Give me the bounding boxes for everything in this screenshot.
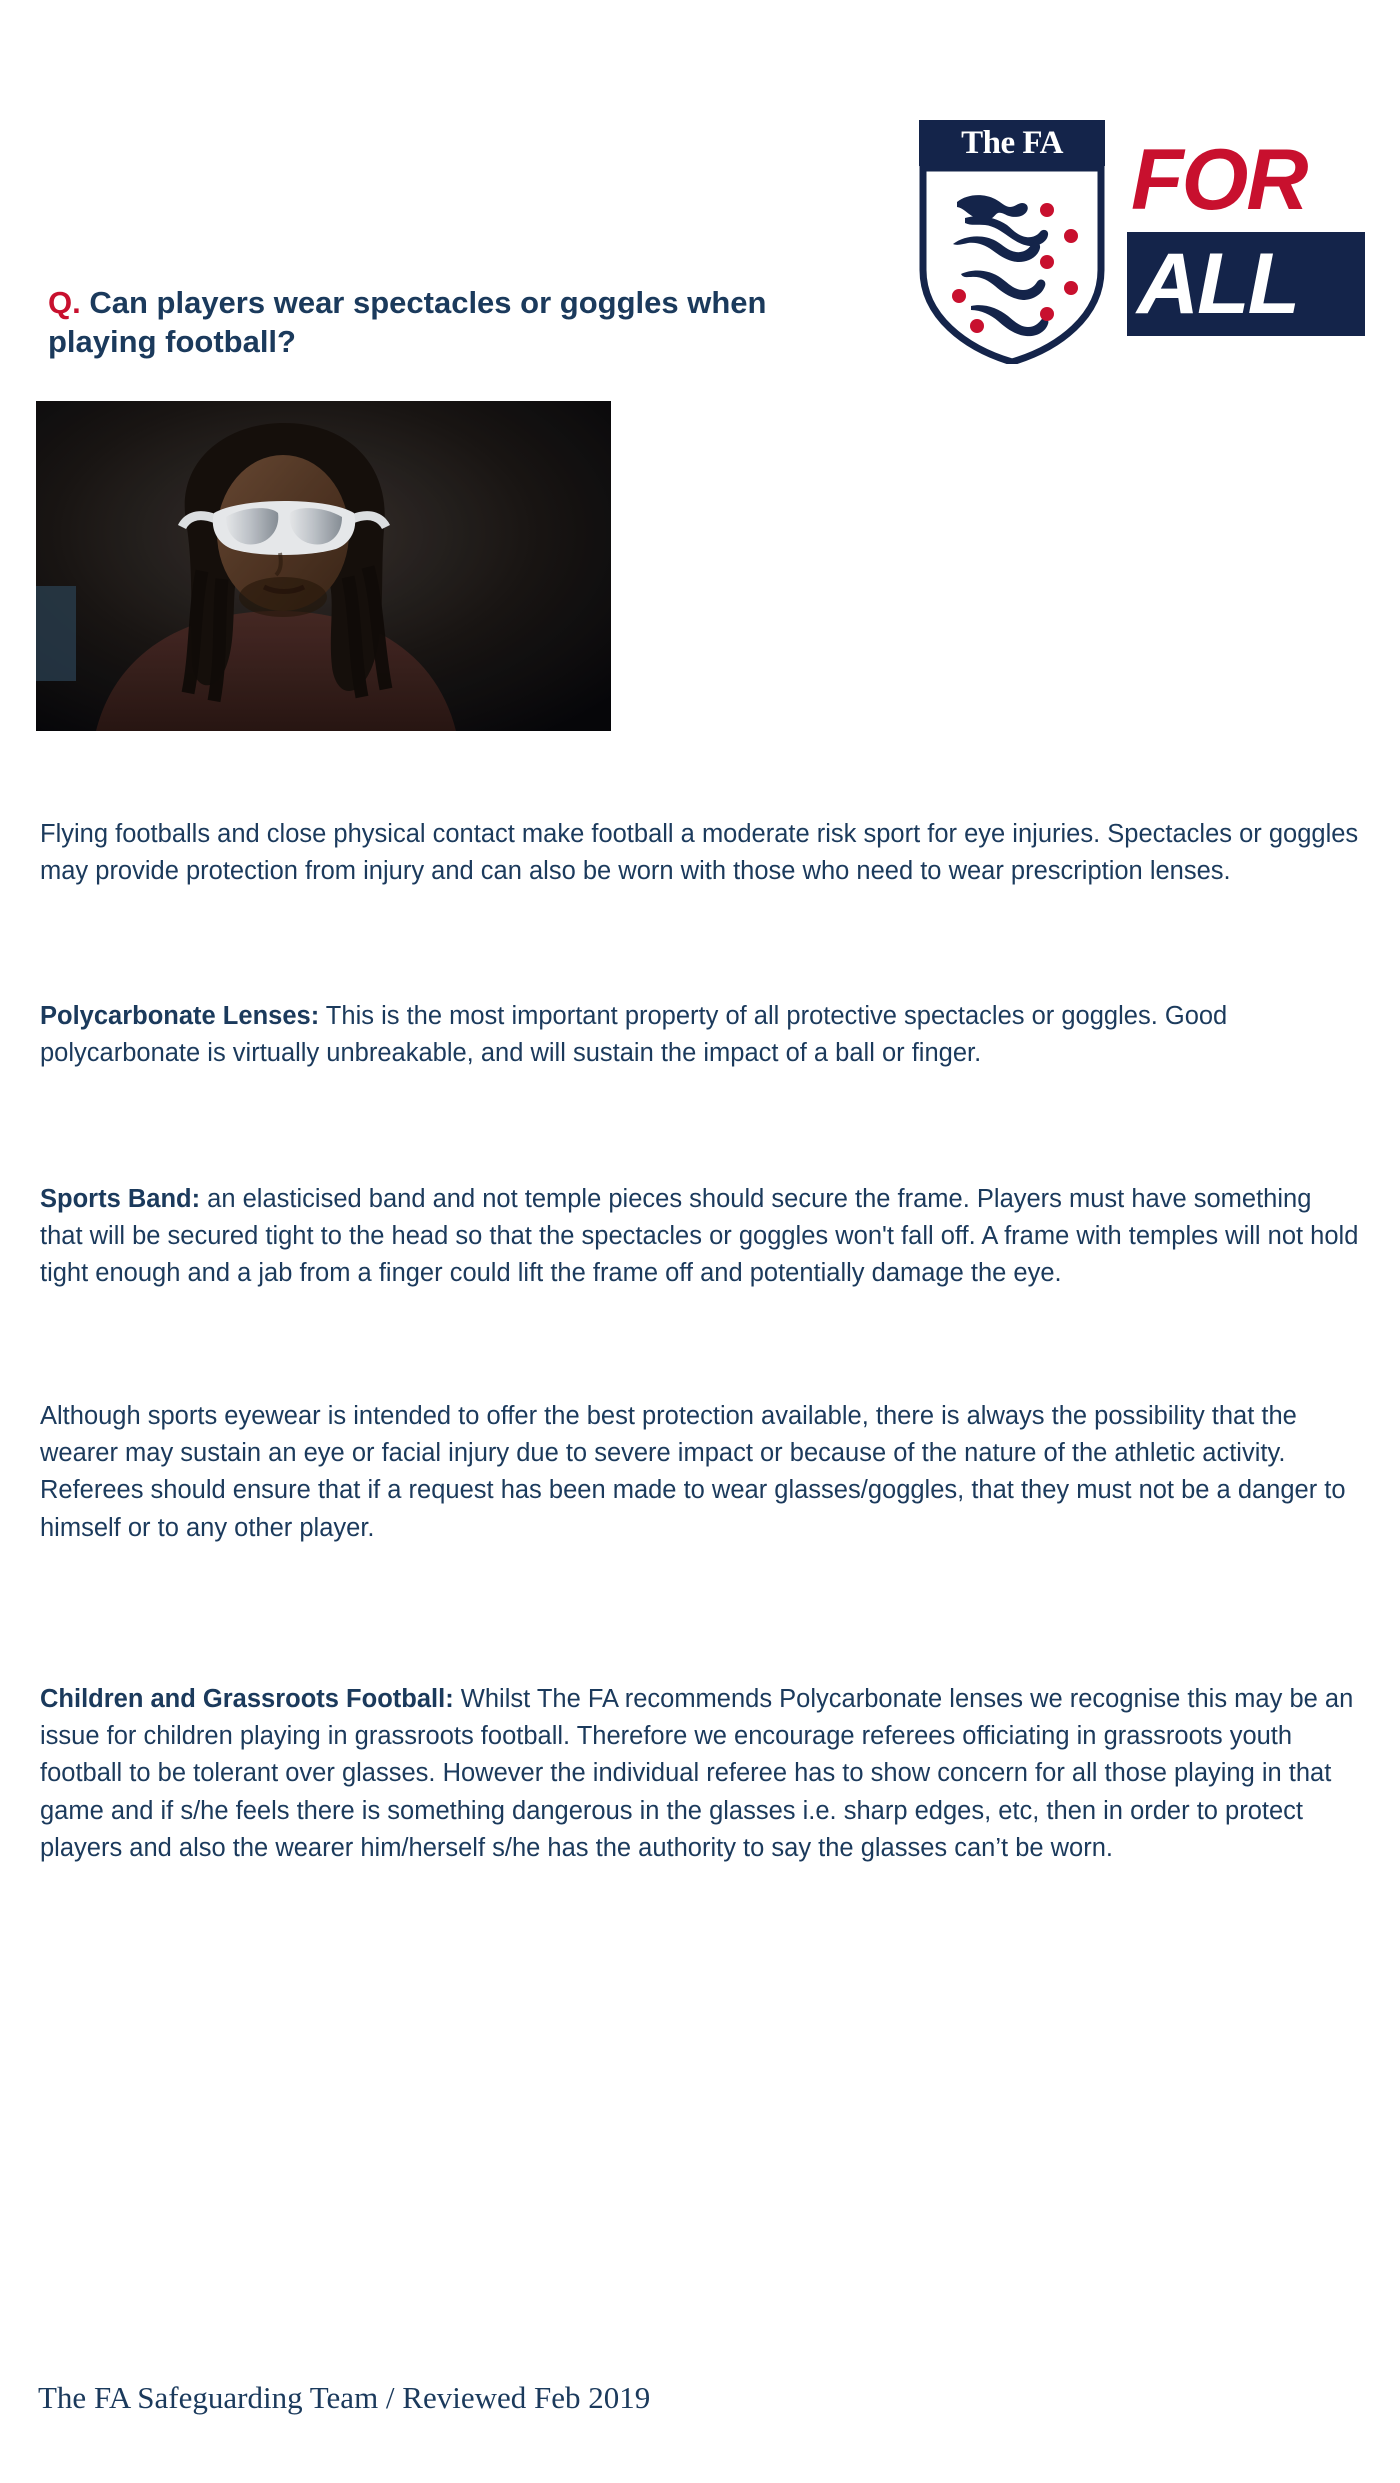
paragraph-label-children-grassroots: Children and Grassroots Football: xyxy=(40,1684,454,1713)
paragraph-sports-band xyxy=(40,1181,1360,1293)
footer-credit: The FA Safeguarding Team / Reviewed Feb 2019 xyxy=(38,2380,651,2415)
question-marker: Q. xyxy=(48,284,81,320)
tagline-for: FOR xyxy=(1131,132,1307,228)
page-title xyxy=(48,283,858,362)
paragraph-label-polycarbonate: Polycarbonate Lenses: xyxy=(40,1001,320,1030)
player-photo xyxy=(36,401,611,731)
paragraph-label-sports-band: Sports Band: xyxy=(40,1184,201,1213)
paragraph-polycarbonate-lenses xyxy=(40,998,1360,1073)
paragraph-intro: Flying footballs and close physical contact make football a moderate risk sport for eye injuries. Spectacles or goggles may provide protection from injury and can also be worn with those who need to wear prescription lenses. xyxy=(40,819,1359,885)
fa-for-all-logo xyxy=(905,120,1355,370)
three-lions-shield-icon xyxy=(919,166,1105,364)
paragraph-text-sports-band: an elasticised band and not temple pieces should secure the frame. Players must have something that will be secured tight to the head so that the spectacles or goggles won't fall off. A frame with temples will not hold tight enough and a jab from a finger could lift the frame off and potentially damage the eye. xyxy=(40,1184,1359,1288)
question-text: Can players wear spectacles or goggles when playing football? xyxy=(48,284,767,360)
paragraph-sports-eyewear-risk: Although sports eyewear is intended to offer the best protection available, there is always the possibility that the wearer may sustain an eye or facial injury due to severe impact or because of the nature of the athletic activity. Referees should ensure that if a request has been made to wear glasses/goggles, that they must not be a danger to himself or to any other player. xyxy=(40,1401,1346,1542)
fa-crest xyxy=(905,120,1110,370)
the-fa-wordmark: The FA xyxy=(919,120,1105,166)
for-all-tagline xyxy=(1127,128,1355,350)
tagline-all: ALL xyxy=(1127,232,1365,336)
paragraph-children-grassroots xyxy=(40,1681,1360,1868)
paragraph-text-polycarbonate: This is the most important property of all protective spectacles or goggles. Good polycarbonate is virtually unbreakable, and will sustain the impact of a ball or finger. xyxy=(40,1001,1228,1067)
paragraph-text-children-grassroots: Whilst The FA recommends Polycarbonate lenses we recognise this may be an issue for children playing in grassroots football. Therefore we encourage referees officiating in grassroots youth football to be tolerant over glasses. However the individual referee has to show concern for all those playing in that game and if s/he feels there is something dangerous in the glasses i.e. sharp edges, etc, then in order to protect players and also the wearer him/herself s/he has the authority to say the glasses can’t be worn. xyxy=(40,1684,1354,1862)
player-photo-image xyxy=(36,401,611,731)
